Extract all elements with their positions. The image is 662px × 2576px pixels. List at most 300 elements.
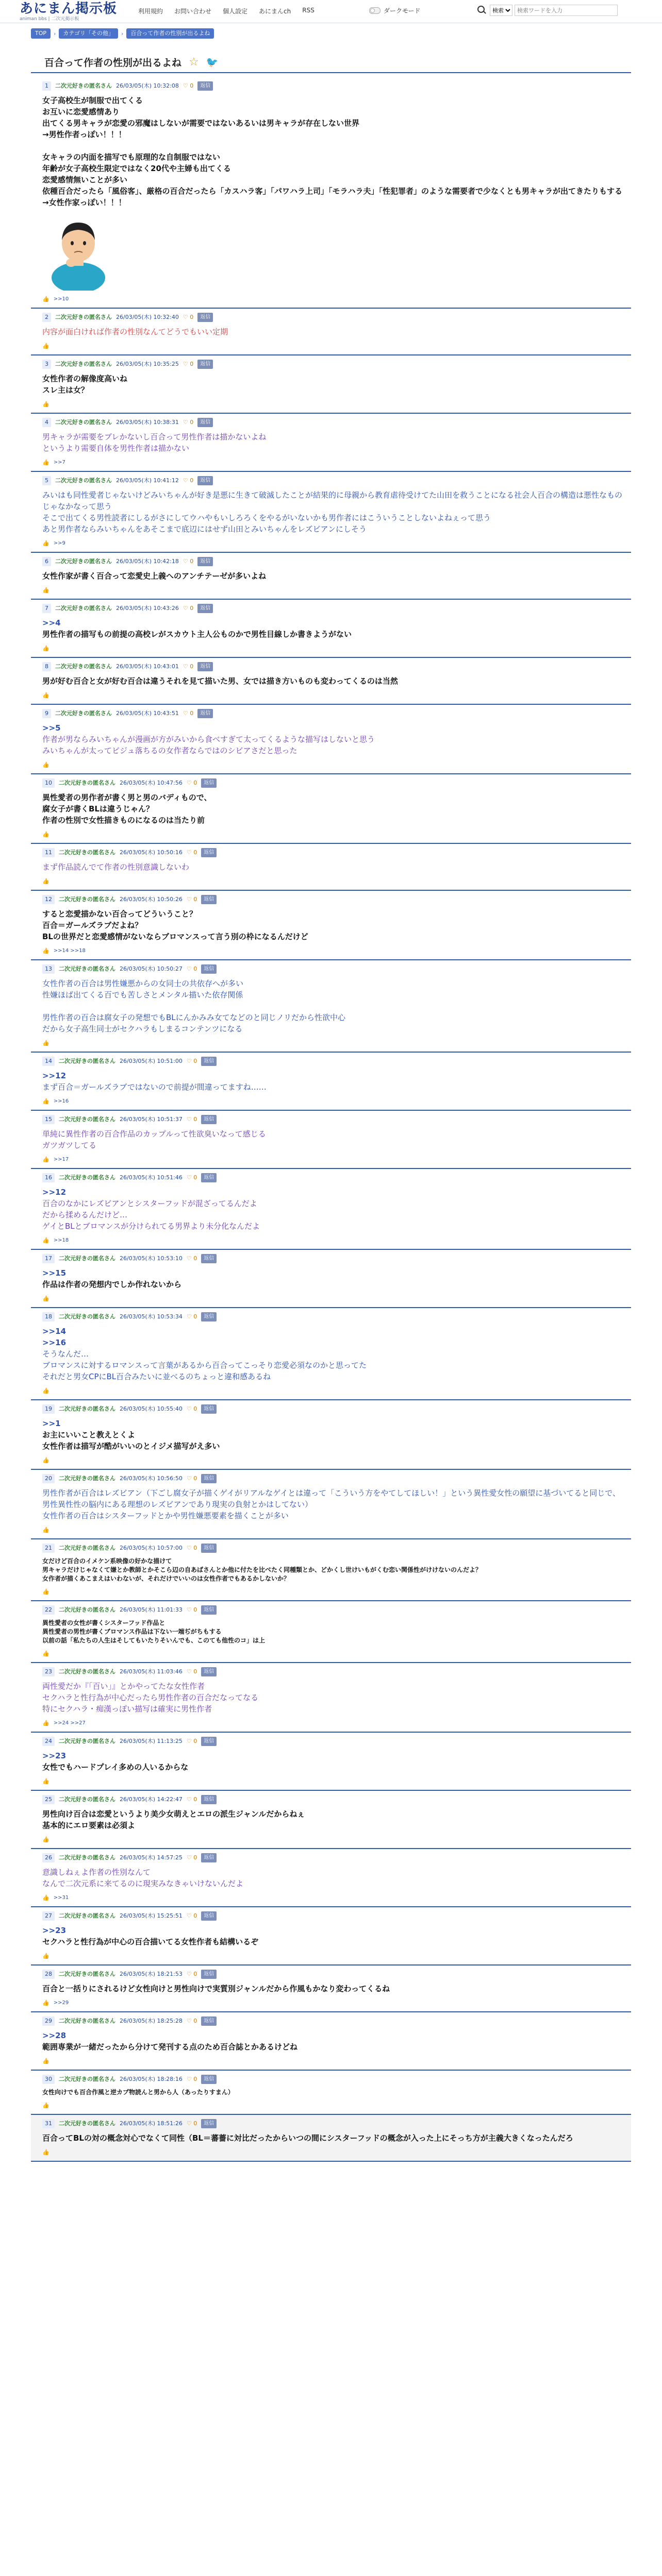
like-count[interactable]: [187, 1911, 197, 1921]
reply-button[interactable]: 返信: [201, 1853, 217, 1862]
reply-button[interactable]: 返信: [201, 2075, 217, 2084]
post-footer: [42, 1999, 625, 2006]
post-header: [42, 476, 625, 485]
post-text-line: 女性作者は描写が酷がいいのとイジメ描写がえ多い: [42, 1442, 220, 1451]
reply-button[interactable]: 返信: [197, 81, 213, 91]
heart-icon[interactable]: ♡: [186, 1668, 194, 1675]
post-date: 26/03/05(木) 11:01:33: [120, 1606, 183, 1613]
like-count-value: 0: [193, 1545, 197, 1551]
reply-anchor-link[interactable]: >>15: [42, 1268, 67, 1278]
post-body: [42, 1750, 625, 1773]
like-count[interactable]: [183, 557, 193, 566]
heart-icon[interactable]: ♡: [186, 1971, 194, 1977]
heart-icon[interactable]: ♡: [183, 663, 190, 670]
heart-icon[interactable]: ♡: [186, 1545, 194, 1551]
like-count[interactable]: [187, 1173, 197, 1182]
reply-anchor-link[interactable]: >>5: [42, 723, 61, 733]
nav-contact[interactable]: お問い合わせ: [174, 8, 212, 15]
post-date: 26/03/05(木) 11:03:46: [120, 1668, 183, 1675]
post-footer: [42, 831, 625, 838]
post-date: 26/03/05(木) 18:28:16: [120, 2076, 183, 2082]
thumbs-up-icon[interactable]: 👍: [42, 343, 49, 349]
thumbs-up-icon[interactable]: 👍: [42, 459, 49, 466]
like-count-value: 0: [193, 1313, 197, 1320]
post-number[interactable]: 16: [42, 1173, 55, 1182]
thumbs-up-icon[interactable]: 👍: [42, 1040, 49, 1046]
post-footer: [42, 1953, 625, 1959]
thumbs-up-icon[interactable]: 👍: [42, 1387, 49, 1394]
like-count-value: 0: [193, 965, 197, 972]
post-text-line: 依種百合だったら「風俗客」、厳格の百合だったら「カスハラ客」「パワハラ上司」「モラハラ夫」「性犯罪者」のような需要者で少なくとも男キャラが出てきたりもする: [42, 187, 623, 196]
post-number[interactable]: 27: [42, 1911, 55, 1921]
post-date: 26/03/05(木) 18:21:53: [120, 1971, 183, 1977]
reply-anchor-link[interactable]: >>14: [42, 1327, 67, 1336]
post-number[interactable]: 8: [42, 662, 51, 671]
reply-anchor-link[interactable]: >>4: [42, 618, 61, 628]
reply-links[interactable]: >>16: [53, 1098, 69, 1104]
like-count[interactable]: [187, 848, 197, 857]
reply-button[interactable]: 返信: [201, 1970, 217, 1979]
like-count[interactable]: [183, 604, 193, 613]
like-count[interactable]: [183, 360, 193, 369]
heart-icon[interactable]: ♡: [186, 1405, 194, 1412]
reply-button[interactable]: 返信: [201, 1544, 217, 1553]
like-count[interactable]: [187, 1544, 197, 1553]
like-count[interactable]: [187, 1404, 197, 1414]
heart-icon[interactable]: ♡: [183, 477, 190, 484]
search-type-select[interactable]: [490, 5, 512, 16]
breadcrumb: [31, 28, 214, 39]
heart-icon[interactable]: ♡: [186, 1313, 194, 1320]
thumbs-up-icon[interactable]: 👍: [42, 540, 49, 547]
heart-icon[interactable]: ♡: [186, 2076, 194, 2082]
heart-icon[interactable]: ♡: [183, 605, 190, 612]
reply-anchor-link[interactable]: >>23: [42, 1751, 67, 1760]
like-count[interactable]: [187, 2016, 197, 2026]
like-count[interactable]: [187, 1737, 197, 1746]
post-date: 26/03/05(木) 10:43:26: [116, 605, 179, 612]
logo-subtitle: animan bbs | 二次元掲示板: [20, 16, 79, 22]
reply-button[interactable]: 返信: [201, 1254, 217, 1263]
heart-icon[interactable]: ♡: [183, 82, 190, 89]
post-body: [42, 792, 625, 826]
thumbs-up-icon[interactable]: 👍: [42, 1527, 49, 1533]
like-count[interactable]: [187, 2075, 197, 2084]
like-count[interactable]: [183, 476, 193, 485]
heart-icon[interactable]: ♡: [186, 1116, 194, 1123]
reply-button[interactable]: 返信: [197, 360, 213, 369]
like-count[interactable]: [183, 709, 193, 718]
post-body: [42, 1557, 625, 1583]
site-logo[interactable]: [20, 1, 117, 22]
reply-button[interactable]: 返信: [201, 1173, 217, 1182]
reply-anchor-link[interactable]: >>1: [42, 1419, 61, 1428]
reply-button[interactable]: 返信: [197, 709, 213, 718]
reply-links[interactable]: >>10: [53, 296, 69, 302]
reply-links[interactable]: >>24 >>27: [53, 1720, 86, 1726]
reply-links[interactable]: >>17: [53, 1157, 69, 1162]
post-text-line: 男性向け百合は恋愛というより美少女萌えとエロの派生ジャンルだからねぇ: [42, 1809, 305, 1819]
post-header: [42, 1911, 625, 1921]
post-body: [42, 861, 625, 873]
post-item: [31, 600, 631, 658]
like-count-value: 0: [190, 82, 194, 89]
reply-button[interactable]: 返信: [201, 1605, 217, 1615]
like-count[interactable]: [187, 1853, 197, 1862]
post-body: [42, 1487, 625, 1521]
heart-icon[interactable]: ♡: [186, 1912, 194, 1919]
like-count[interactable]: [187, 1605, 197, 1615]
poster-name: 二次元好きの匿名さん: [59, 1606, 115, 1613]
like-count[interactable]: [183, 313, 193, 322]
post-header: [42, 964, 625, 974]
reply-button[interactable]: 返信: [197, 604, 213, 613]
heart-icon[interactable]: ♡: [186, 1475, 194, 1482]
reply-anchor-link[interactable]: >>23: [42, 1926, 67, 1935]
thumbs-up-icon[interactable]: 👍: [42, 2149, 49, 2156]
reply-button[interactable]: 返信: [201, 1057, 217, 1066]
thumbs-up-icon[interactable]: 👍: [42, 831, 49, 838]
thumbs-up-icon[interactable]: 👍: [42, 2102, 49, 2109]
post-date: 26/03/05(木) 10:51:37: [120, 1116, 183, 1123]
thumbs-up-icon[interactable]: 👍: [42, 1894, 49, 1901]
post-number[interactable]: 6: [42, 557, 51, 566]
logo-title[interactable]: あにまん掲示板: [20, 1, 118, 16]
heart-icon[interactable]: ♡: [186, 1606, 194, 1613]
post-text-line: 男性作者の百合は腐女子の発想でもBLにんかみみ女てなどのと同じノリだから性欲中心: [42, 1013, 346, 1022]
reply-button[interactable]: 返信: [197, 313, 213, 322]
post-number[interactable]: 2: [42, 313, 51, 322]
post-footer: [42, 878, 625, 885]
heart-icon[interactable]: ♡: [186, 1738, 194, 1744]
like-count[interactable]: [187, 1312, 197, 1321]
post-number[interactable]: 18: [42, 1312, 55, 1321]
poster-name: 二次元好きの匿名さん: [59, 1313, 115, 1320]
like-count[interactable]: [187, 2119, 197, 2128]
reply-anchor-link[interactable]: >>12: [42, 1071, 67, 1080]
poster-name: 二次元好きの匿名さん: [59, 1255, 115, 1262]
post-text-line: そうなんだ…: [42, 1349, 89, 1359]
breadcrumb-top[interactable]: TOP: [31, 28, 51, 39]
post-text-line: 特にセクハラ・痴漢っぽい描写は確実に男性作者: [42, 1704, 212, 1714]
post-number[interactable]: 28: [42, 1970, 55, 1979]
thumbs-up-icon[interactable]: 👍: [42, 1457, 49, 1464]
post-date: 26/03/05(木) 10:43:01: [116, 663, 179, 670]
post-body: [42, 1681, 625, 1715]
post-date: 26/03/05(木) 10:41:12: [116, 477, 179, 484]
post-text-line: 女だけど百合のイメケン系映像の好かな描けて: [42, 1557, 172, 1565]
thumbs-up-icon[interactable]: 👍: [42, 692, 49, 699]
post-text-line: ゲイとBLとブロマンスが分けられてる男界より未分化なんだよ: [42, 1222, 260, 1231]
reply-button[interactable]: 返信: [197, 418, 213, 427]
reply-button[interactable]: 返信: [201, 2016, 217, 2026]
post-item: [31, 2115, 631, 2162]
post-text-line: 性嫌ほば出てくる百でも苦しさとメンタル描いた依存関係: [42, 990, 243, 999]
post-text-line: 男性作者が百合はレズビアン（下ごし腐女子が描くゲイがリアルなゲイとは違って「こういう方をやてしてほしい！」という異性愛女性の願望に基づいてると同じで、男性異性性の脳内にある理想のレズビアンであり現実の負射とかはしてない）: [42, 1488, 620, 1509]
post-text-line: 両性愛だか『「百い」』とかやってたな女性作者: [42, 1682, 205, 1691]
reply-links[interactable]: >>9: [53, 540, 65, 546]
post-text-line: 男キャラが需要をブレかないし百合って男性作者は描かないよね: [42, 432, 267, 442]
thumbs-up-icon[interactable]: 👍: [42, 1237, 49, 1244]
heart-icon[interactable]: ♡: [183, 419, 190, 426]
post-text-line: ブロマンスに対するロマンスって言葉があるから百合ってこっそり恋愛必須なのかと思ってた: [42, 1361, 367, 1370]
post-number[interactable]: 25: [42, 1795, 55, 1804]
post-body: [42, 570, 625, 582]
post-header: [42, 662, 625, 671]
reply-button[interactable]: 返信: [197, 476, 213, 485]
nav-animanch[interactable]: あにまんch: [259, 8, 291, 15]
post-date: 26/03/05(木) 11:13:25: [120, 1738, 183, 1744]
like-count-value: 0: [193, 1606, 197, 1613]
thumbs-up-icon[interactable]: 👍: [42, 1778, 49, 1785]
thumbs-up-icon[interactable]: 👍: [42, 296, 49, 302]
thumbs-up-icon[interactable]: 👍: [42, 1588, 49, 1595]
post-number[interactable]: 15: [42, 1115, 55, 1124]
like-count[interactable]: [187, 1667, 197, 1676]
page-title: 百合って作者の性別が出るよね: [44, 57, 182, 69]
thumbs-up-icon[interactable]: 👍: [42, 645, 49, 652]
post-number[interactable]: 17: [42, 1254, 55, 1263]
post-number[interactable]: 10: [42, 778, 55, 788]
thumbs-up-icon[interactable]: 👍: [42, 1836, 49, 1843]
post-image[interactable]: [42, 213, 114, 291]
reply-button[interactable]: 返信: [197, 557, 213, 566]
post-number[interactable]: 9: [42, 709, 51, 718]
post-date: 26/03/05(木) 10:57:00: [120, 1545, 183, 1551]
thumbs-up-icon[interactable]: 👍: [42, 1953, 49, 1959]
reply-anchor-link[interactable]: >>28: [42, 2031, 67, 2040]
search-input[interactable]: [515, 5, 618, 16]
post-number[interactable]: 30: [42, 2075, 55, 2084]
post-header: [42, 1254, 625, 1263]
reply-anchor-link[interactable]: >>16: [42, 1338, 67, 1347]
poster-name: 二次元好きの匿名さん: [55, 82, 112, 89]
reply-links[interactable]: >>31: [53, 1895, 69, 1901]
reply-button[interactable]: 返信: [201, 964, 217, 974]
thumbs-up-icon[interactable]: 👍: [42, 878, 49, 885]
post-body: [42, 1128, 625, 1151]
thumbs-up-icon[interactable]: 👍: [42, 1156, 49, 1163]
heart-icon[interactable]: ♡: [183, 710, 190, 717]
reply-button[interactable]: 返信: [201, 1115, 217, 1124]
dark-mode-toggle[interactable]: [369, 6, 421, 15]
post-header: [42, 1312, 625, 1321]
heart-icon[interactable]: ♡: [186, 2120, 194, 2127]
post-text-line: 百合＝ガールズラブだよね？: [42, 921, 143, 930]
thumbs-up-icon[interactable]: 👍: [42, 1999, 49, 2006]
like-count[interactable]: [187, 1057, 197, 1066]
reply-links[interactable]: >>7: [53, 460, 65, 465]
post-text-line: それだと男女CPにBL百合みたいに並べるのちょっと違和感あるね: [42, 1372, 271, 1381]
post-text-line: 男が好む百合と女が好む百合は違うそれを見て描いた男、女では描き方いものも変わってくるのは当然: [42, 676, 398, 686]
nav-rss[interactable]: RSS: [302, 7, 315, 14]
post-footer: [42, 1894, 625, 1901]
post-header: [42, 557, 625, 566]
post-number[interactable]: 23: [42, 1667, 55, 1676]
heart-icon[interactable]: ♡: [183, 558, 190, 565]
post-number[interactable]: 20: [42, 1474, 55, 1483]
post-text-line: 女性作者の解像度高いね: [42, 374, 128, 383]
post-item: [31, 1169, 631, 1250]
thumbs-up-icon[interactable]: 👍: [42, 1098, 49, 1105]
post-number[interactable]: 5: [42, 476, 51, 485]
thumbs-up-icon[interactable]: 👍: [42, 1295, 49, 1302]
post-text-line: みいはも同性愛者じゃないけどみいちゃんが好き是悪に生きて破滅したことが結果的に母親から教育虐待受けてた山田を救うことになる社会人百合の構造は悪性なものじゃなかなって思う: [42, 490, 623, 511]
post-footer: [42, 1457, 625, 1464]
like-count[interactable]: [187, 1795, 197, 1804]
post-number[interactable]: 13: [42, 964, 55, 974]
post-header: [42, 1544, 625, 1553]
thread-header: [31, 52, 631, 73]
post-footer: [42, 587, 625, 594]
poster-name: 二次元好きの匿名さん: [59, 896, 115, 903]
poster-name: 二次元好きの匿名さん: [59, 1545, 115, 1551]
heart-icon[interactable]: ♡: [186, 849, 194, 856]
reply-button[interactable]: 返信: [201, 848, 217, 857]
post-number[interactable]: 4: [42, 418, 51, 427]
post-item: [31, 2012, 631, 2071]
post-number[interactable]: 24: [42, 1737, 55, 1746]
breadcrumb-category[interactable]: カテゴリ「その他」: [59, 28, 118, 39]
post-item: [31, 1053, 631, 1111]
reply-button[interactable]: 返信: [201, 778, 217, 788]
thumbs-up-icon[interactable]: 👍: [42, 2058, 49, 2064]
twitter-share-icon[interactable]: 🐦: [206, 56, 219, 68]
thumbs-up-icon[interactable]: 👍: [42, 401, 49, 408]
favorite-star-icon[interactable]: ☆: [189, 55, 199, 69]
thumbs-up-icon[interactable]: 👍: [42, 1650, 49, 1657]
post-item: [31, 2071, 631, 2115]
like-count[interactable]: [187, 964, 197, 974]
like-count[interactable]: [187, 778, 197, 788]
post-footer: [42, 540, 625, 547]
post-header: [42, 1970, 625, 1979]
reply-button[interactable]: 返信: [201, 1795, 217, 1804]
thinking-man-illustration[interactable]: [42, 213, 114, 291]
thumbs-up-icon[interactable]: 👍: [42, 947, 49, 954]
nav-settings[interactable]: 個人設定: [223, 8, 248, 15]
post-body: [42, 2030, 625, 2053]
like-count[interactable]: [183, 418, 193, 427]
post-number[interactable]: 7: [42, 604, 51, 613]
reply-button[interactable]: 返信: [201, 1737, 217, 1746]
post-header: [42, 81, 625, 91]
toggle-switch-icon[interactable]: [369, 7, 380, 14]
like-count-value: 0: [193, 1116, 197, 1123]
like-count-value: 0: [193, 896, 197, 903]
heart-icon[interactable]: ♡: [186, 1255, 194, 1262]
post-number[interactable]: 14: [42, 1057, 55, 1066]
reply-button[interactable]: 返信: [201, 1404, 217, 1414]
post-body: [42, 431, 625, 454]
reply-button[interactable]: 返信: [201, 1911, 217, 1921]
heart-icon[interactable]: ♡: [186, 1058, 194, 1064]
post-date: 26/03/05(木) 18:25:28: [120, 2018, 183, 2024]
post-text-line: 異性愛者の男性が書くブロマンス作品は下ない一端ぢがちもする: [42, 1628, 222, 1635]
like-count[interactable]: [187, 1970, 197, 1979]
post-text-line: 年齢が女子高校生限定ではなく20代や主婦も出てくる: [42, 164, 231, 173]
like-count[interactable]: [187, 1254, 197, 1263]
reply-button[interactable]: 返信: [201, 895, 217, 904]
heart-icon[interactable]: ♡: [186, 896, 194, 903]
poster-name: 二次元好きの匿名さん: [55, 663, 112, 670]
post-item: [31, 1470, 631, 1539]
heart-icon[interactable]: ♡: [186, 1854, 194, 1861]
post-number[interactable]: 22: [42, 1605, 55, 1615]
breadcrumb-thread[interactable]: 百合って作者の性別が出るよね: [126, 28, 214, 39]
heart-icon[interactable]: ♡: [183, 361, 190, 367]
heart-icon[interactable]: ♡: [186, 779, 194, 786]
like-count[interactable]: [187, 1474, 197, 1483]
post-text-line: 異性愛者の男作者が書く男と男のバディもので、: [42, 793, 212, 802]
nav-terms[interactable]: 利用規約: [138, 8, 163, 15]
like-count[interactable]: [183, 81, 193, 91]
reply-button[interactable]: 返信: [197, 662, 213, 671]
like-count-value: 0: [193, 1058, 197, 1064]
thumbs-up-icon[interactable]: 👍: [42, 1720, 49, 1726]
poster-name: 二次元好きの匿名さん: [59, 849, 115, 856]
post-date: 26/03/05(木) 10:53:10: [120, 1255, 183, 1262]
post-number[interactable]: 21: [42, 1544, 55, 1553]
reply-links[interactable]: >>29: [53, 2000, 69, 2006]
like-count-value: 0: [193, 1174, 197, 1181]
post-header: [42, 604, 625, 613]
like-count[interactable]: [187, 1115, 197, 1124]
thumbs-up-icon[interactable]: 👍: [42, 587, 49, 594]
post-body: [42, 1808, 625, 1831]
post-text-line: BLの世界だと恋愛感情がないならブロマンスって言う別の枠になるんだけど: [42, 932, 308, 941]
like-count-value: 0: [193, 1475, 197, 1482]
post-text-line: 女性作者の百合はシスターフッドとかや男性嫌悪要素を描くことが多い: [42, 1511, 289, 1520]
reply-button[interactable]: 返信: [201, 1667, 217, 1676]
post-item: [31, 1849, 631, 1907]
heart-icon[interactable]: ♡: [186, 1796, 194, 1803]
post-text-line: すると恋愛描かない百合ってどういうこと？: [42, 909, 197, 919]
thumbs-up-icon[interactable]: 👍: [42, 761, 49, 768]
heart-icon[interactable]: ♡: [183, 314, 190, 320]
heart-icon[interactable]: ♡: [186, 1174, 194, 1181]
heart-icon[interactable]: ♡: [186, 965, 194, 972]
like-count[interactable]: [187, 895, 197, 904]
post-number[interactable]: 19: [42, 1404, 55, 1414]
post-number[interactable]: 11: [42, 848, 55, 857]
post-body: [42, 675, 625, 687]
post-number[interactable]: 29: [42, 2016, 55, 2026]
reply-links[interactable]: >>18: [53, 1238, 69, 1243]
search-icon[interactable]: [475, 4, 488, 16]
post-body: [42, 1187, 625, 1232]
post-header: [42, 2016, 625, 2026]
reply-button[interactable]: 返信: [201, 2119, 217, 2128]
post-number[interactable]: 3: [42, 360, 51, 369]
like-count-value: 0: [190, 477, 194, 484]
post-text-line: だから女子高生同士がセクハラもしまるコンテンツになる: [42, 1024, 243, 1033]
reply-links[interactable]: >>14 >>18: [53, 948, 86, 954]
like-count[interactable]: [183, 662, 193, 671]
reply-button[interactable]: 返信: [201, 1312, 217, 1321]
heart-icon[interactable]: ♡: [186, 2018, 194, 2024]
post-header: [42, 1173, 625, 1182]
post-number[interactable]: 12: [42, 895, 55, 904]
reply-anchor-link[interactable]: >>12: [42, 1188, 67, 1197]
post-footer: [42, 1778, 625, 1785]
post-text-line: あと男作者ならみいちゃんをあそこまで底辺にはせず山田とみいちゃんをレズビアンにしそう: [42, 524, 367, 534]
post-header: [42, 709, 625, 718]
reply-button[interactable]: 返信: [201, 1474, 217, 1483]
post-number[interactable]: 31: [42, 2119, 55, 2128]
post-number[interactable]: 26: [42, 1853, 55, 1862]
post-number[interactable]: 1: [42, 81, 51, 91]
